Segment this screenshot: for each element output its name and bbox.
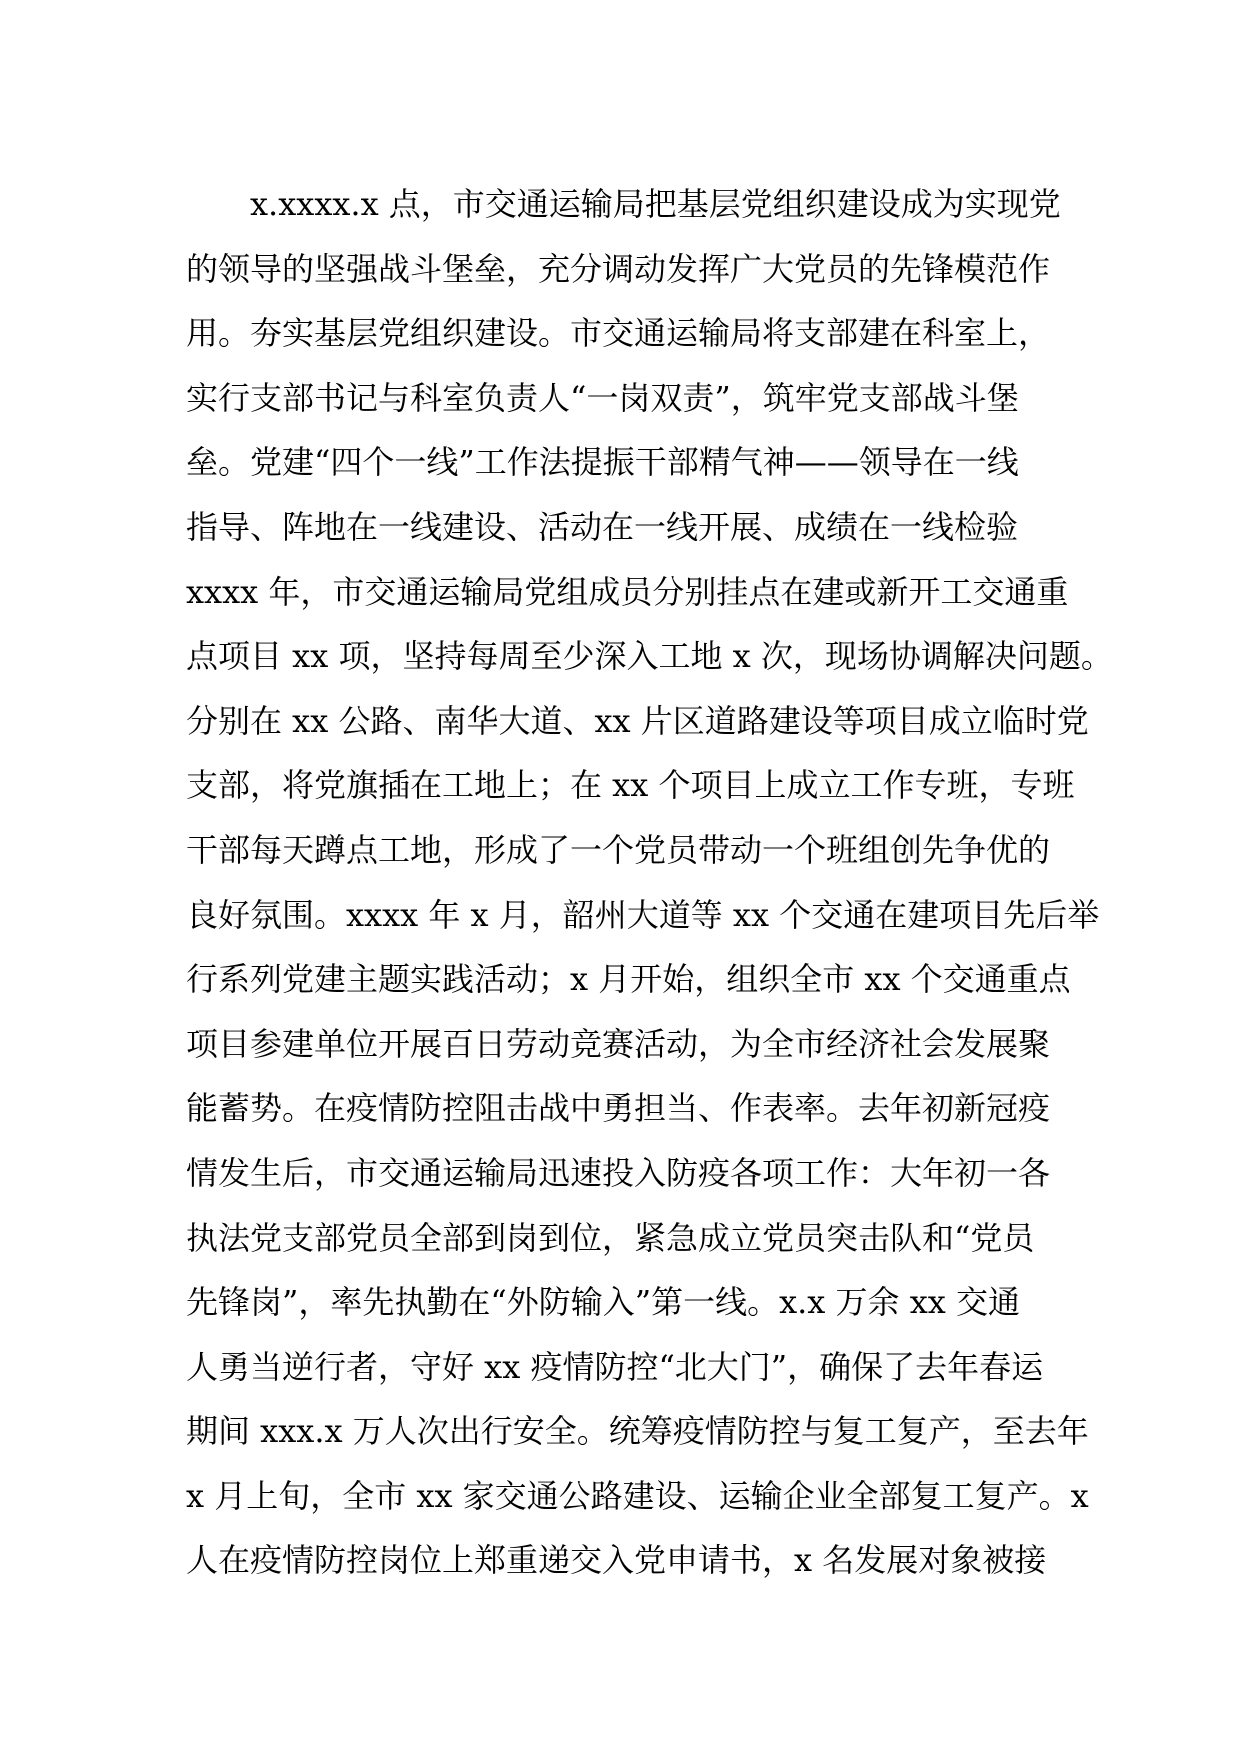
text-line: 指导、阵地在一线建设、活动在一线开展、成绩在一线检验: [186, 507, 1019, 546]
text-line: 用。夯实基层党组织建设。市交通运输局将支部建在科室上，: [186, 314, 1051, 353]
text-line: 能蓄势。在疫情防控阻击战中勇担当、作表率。去年初新冠疫: [186, 1089, 1051, 1128]
text-line: 人勇当逆行者，守好 xx 疫情防控“北大门”，确保了去年春运: [186, 1347, 1044, 1386]
text-line: 情发生后，市交通运输局迅速投入防疫各项工作：大年初一各: [186, 1153, 1051, 1192]
text-line: 垒。党建“四个一线”工作法提振干部精气神——领导在一线: [186, 443, 1019, 482]
text-line: 期间 xxx.x 万人次出行安全。统筹疫情防控与复工复产，至去年: [186, 1412, 1089, 1451]
text-line: x.xxxx.x 点，市交通运输局把基层党组织建设成为实现党: [250, 185, 1061, 223]
text-line: 项目参建单位开展百日劳动竞赛活动，为全市经济社会发展聚: [186, 1024, 1051, 1063]
text-line: 点项目 xx 项，坚持每周至少深入工地 x 次，现场协调解决问题。: [186, 637, 1113, 676]
text-line: 支部，将党旗插在工地上；在 xx 个项目上成立工作专班，专班: [186, 766, 1075, 805]
text-line: xxxx 年，市交通运输局党组成员分别挂点在建或新开工交通重: [186, 572, 1069, 611]
text-line: 的领导的坚强战斗堡垒，充分调动发挥广大党员的先锋模范作: [186, 249, 1051, 288]
text-line: x 月上旬，全市 xx 家交通公路建设、运输企业全部复工复产。x: [186, 1476, 1089, 1515]
text-line: 分别在 xx 公路、南华大道、xx 片区道路建设等项目成立临时党: [186, 701, 1089, 740]
text-line: 实行支部书记与科室负责人“一岗双责”，筑牢党支部战斗堡: [186, 378, 1019, 417]
body-paragraph: [186, 172, 1113, 1593]
text-line: 干部每天蹲点工地，形成了一个党员带动一个班组创先争优的: [186, 830, 1051, 869]
text-line: 行系列党建主题实践活动；x 月开始，组织全市 xx 个交通重点: [186, 960, 1071, 999]
text-line: 先锋岗”，率先执勤在“外防输入”第一线。x.x 万余 xx 交通: [186, 1283, 1020, 1322]
text-line: 执法党支部党员全部到岗到位，紧急成立党员突击队和“党员: [186, 1218, 1035, 1257]
text-line: 人在疫情防控岗位上郑重递交入党申请书，x 名发展对象被接: [186, 1541, 1047, 1580]
text-line: 良好氛围。xxxx 年 x 月，韶州大道等 xx 个交通在建项目先后举: [186, 895, 1100, 934]
